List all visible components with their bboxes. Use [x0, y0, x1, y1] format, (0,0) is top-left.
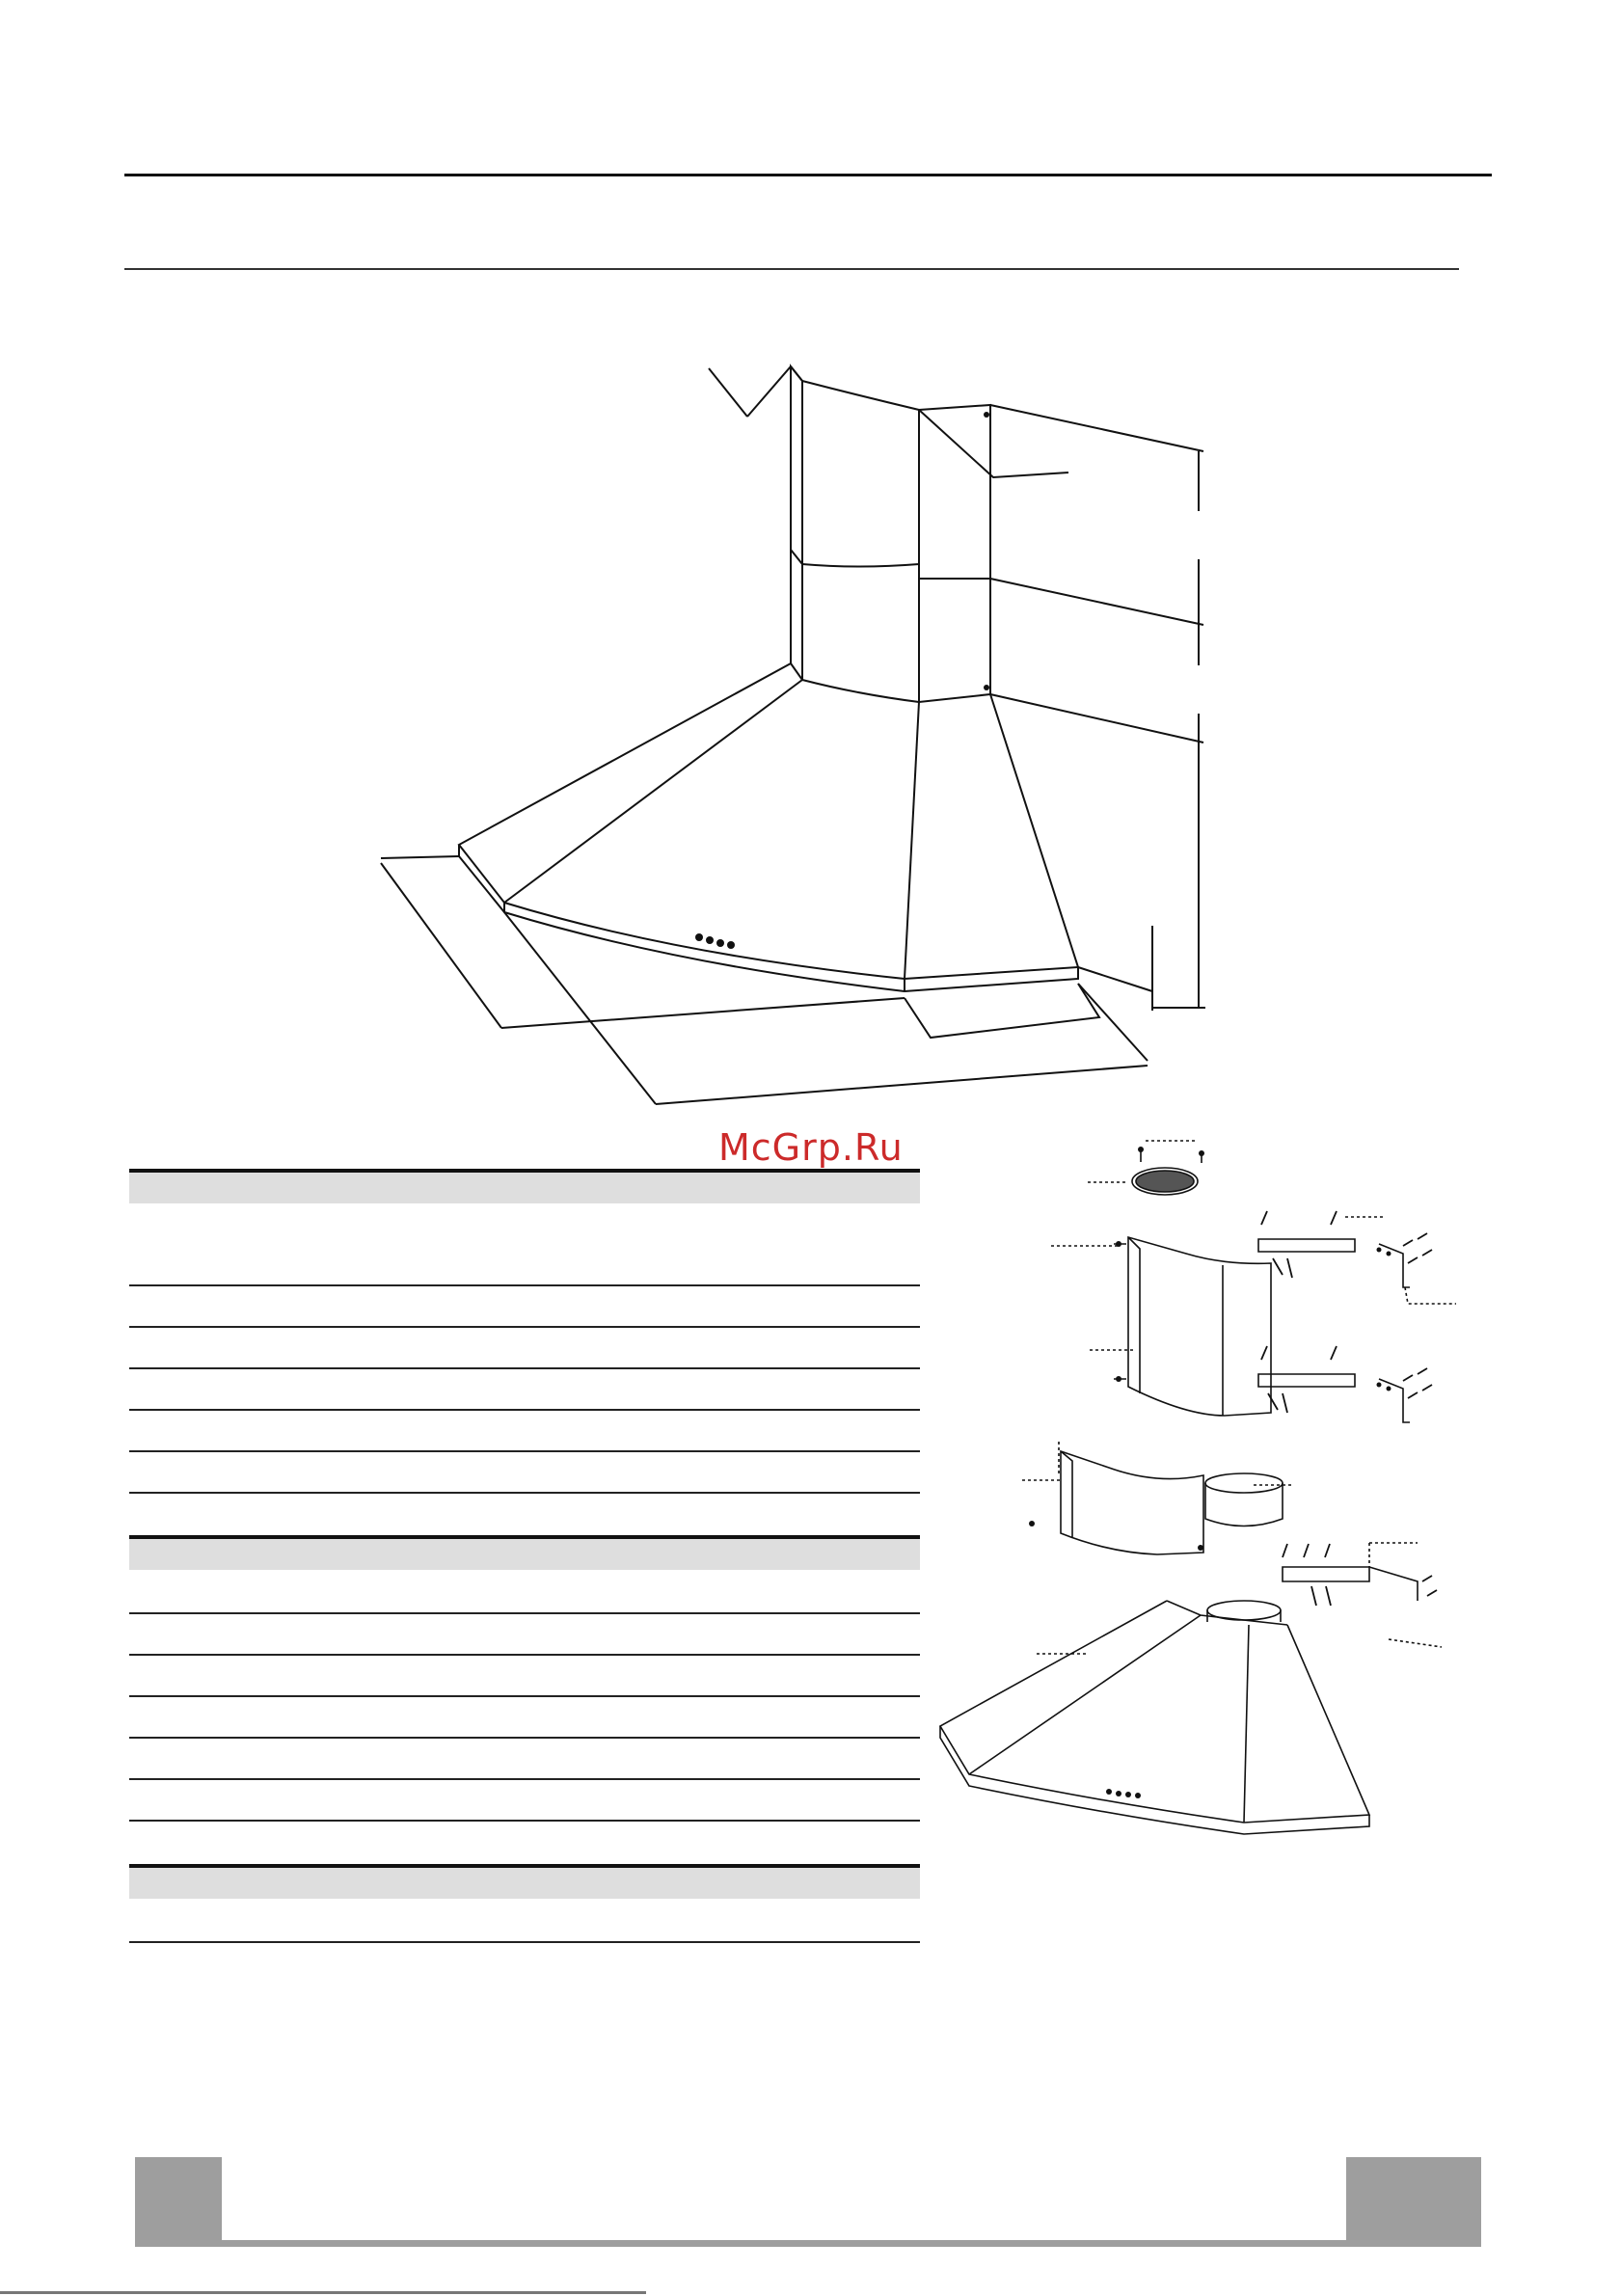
bottom-strip — [0, 2291, 646, 2294]
footer-page-tab-right — [1346, 2157, 1481, 2247]
watermark: McGrp.Ru — [718, 1126, 904, 1169]
footer-bar — [222, 2240, 1346, 2247]
footer-page-tab-left — [135, 2157, 222, 2247]
